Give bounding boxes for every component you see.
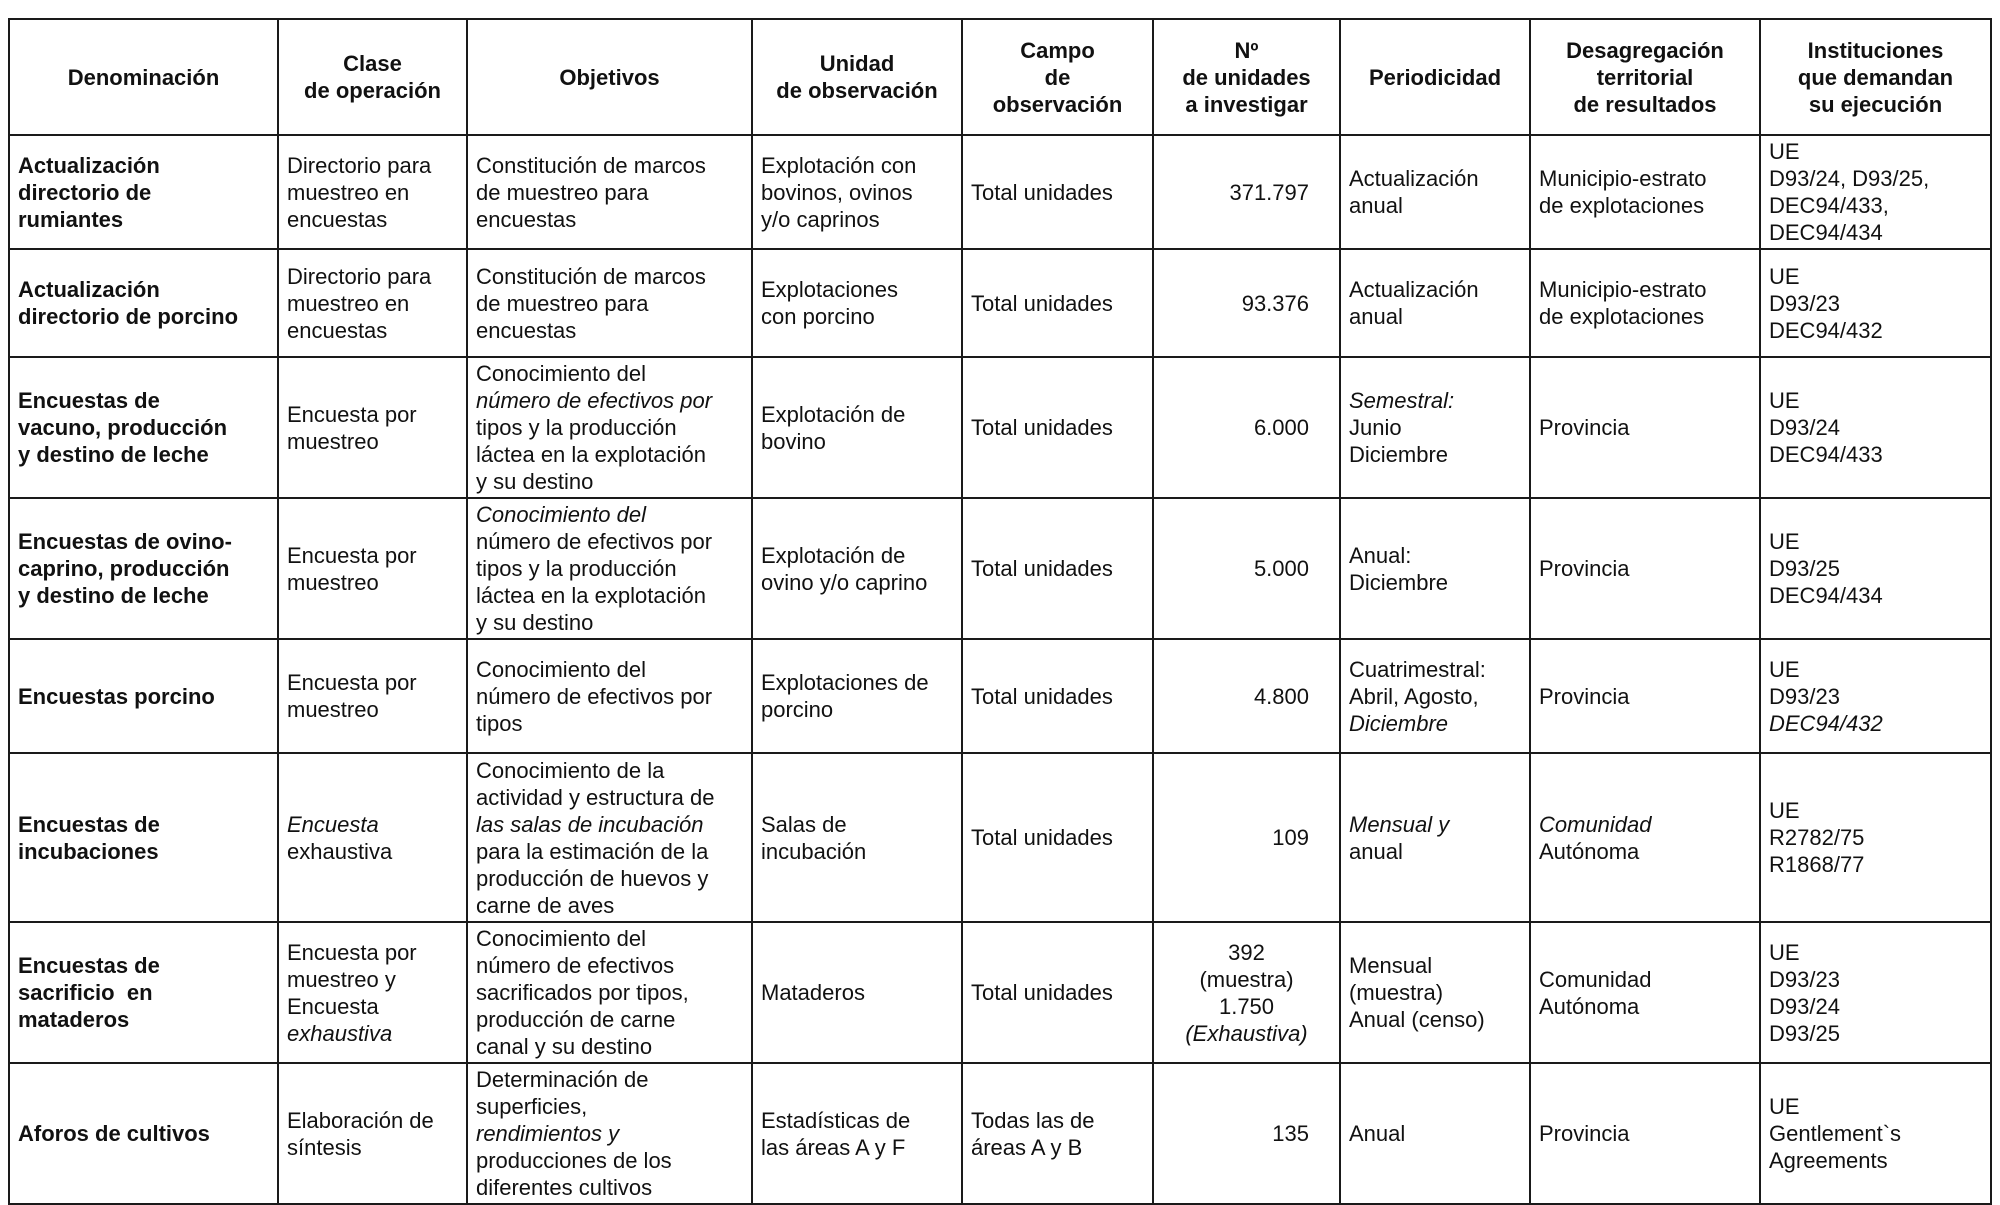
cell-clase: Encuesta por muestreo <box>278 357 467 498</box>
cell-unidad: Explotación de bovino <box>752 357 962 498</box>
header-objetivos: Objetivos <box>467 19 752 135</box>
cell-denominacion: Encuestas de sacrificio en mataderos <box>9 922 278 1063</box>
table-row <box>9 357 1991 498</box>
cell-denominacion: Aforos de cultivos <box>9 1063 278 1204</box>
cell-clase: Encuesta exhaustiva <box>278 753 467 922</box>
cell-denominacion: Encuestas porcino <box>9 639 278 753</box>
header-denominacion: Denominación <box>9 19 278 135</box>
cell-desagregacion: Provincia <box>1530 639 1760 753</box>
table-row <box>9 135 1991 249</box>
cell-periodicidad: Cuatrimestral: Abril, Agosto, Diciembre <box>1340 639 1530 753</box>
cell-unidad: Explotaciones de porcino <box>752 639 962 753</box>
cell-desagregacion: Municipio-estrato de explotaciones <box>1530 135 1760 249</box>
cell-periodicidad: Anual: Diciembre <box>1340 498 1530 639</box>
cell-objetivos: Conocimiento de la actividad y estructura de las salas de incubación para la estimación de la producción de huevos y carne de aves <box>467 753 752 922</box>
cell-objetivos: Conocimiento del número de efectivos por tipos y la producción láctea en la explotación y su destino <box>467 357 752 498</box>
cell-desagregacion: Comunidad Autónoma <box>1530 753 1760 922</box>
table-row <box>9 498 1991 639</box>
cell-desagregacion: Municipio-estrato de explotaciones <box>1530 249 1760 357</box>
cell-denominacion: Encuestas de ovino- caprino, producción y destino de leche <box>9 498 278 639</box>
cell-campo: Total unidades <box>962 639 1153 753</box>
table-row <box>9 639 1991 753</box>
cell-numero: 392 (muestra) 1.750 (Exhaustiva) <box>1153 922 1340 1063</box>
cell-unidad: Mataderos <box>752 922 962 1063</box>
cell-periodicidad: Mensual (muestra) Anual (censo) <box>1340 922 1530 1063</box>
cell-periodicidad: Anual <box>1340 1063 1530 1204</box>
cell-objetivos: Conocimiento del número de efectivos por tipos <box>467 639 752 753</box>
cell-denominacion: Encuestas de vacuno, producción y destino de leche <box>9 357 278 498</box>
cell-unidad: Explotaciones con porcino <box>752 249 962 357</box>
cell-numero: 5.000 <box>1153 498 1340 639</box>
cell-numero: 93.376 <box>1153 249 1340 357</box>
table-row <box>9 249 1991 357</box>
cell-numero: 6.000 <box>1153 357 1340 498</box>
header-clase: Clase de operación <box>278 19 467 135</box>
cell-periodicidad: Actualización anual <box>1340 249 1530 357</box>
cell-numero: 109 <box>1153 753 1340 922</box>
cell-instituciones: UE D93/25 DEC94/434 <box>1760 498 1991 639</box>
cell-desagregacion: Provincia <box>1530 498 1760 639</box>
table-row <box>9 1063 1991 1204</box>
cell-desagregacion: Provincia <box>1530 357 1760 498</box>
cell-objetivos: Determinación de superficies, rendimientos y producciones de los diferentes cultivos <box>467 1063 752 1204</box>
cell-clase: Encuesta por muestreo <box>278 498 467 639</box>
cell-clase: Directorio para muestreo en encuestas <box>278 135 467 249</box>
cell-instituciones: UE Gentlement`s Agreements <box>1760 1063 1991 1204</box>
header-desagregacion: Desagregación territorial de resultados <box>1530 19 1760 135</box>
cell-periodicidad: Mensual y anual <box>1340 753 1530 922</box>
cell-unidad: Estadísticas de las áreas A y F <box>752 1063 962 1204</box>
cell-campo: Total unidades <box>962 753 1153 922</box>
cell-desagregacion: Comunidad Autónoma <box>1530 922 1760 1063</box>
statistical-operations-table <box>8 18 1992 1205</box>
cell-clase: Directorio para muestreo en encuestas <box>278 249 467 357</box>
cell-campo: Todas las de áreas A y B <box>962 1063 1153 1204</box>
header-row <box>9 19 1991 135</box>
cell-unidad: Explotación con bovinos, ovinos y/o caprinos <box>752 135 962 249</box>
cell-periodicidad: Semestral: Junio Diciembre <box>1340 357 1530 498</box>
table-row <box>9 753 1991 922</box>
cell-campo: Total unidades <box>962 922 1153 1063</box>
cell-denominacion: Actualización directorio de rumiantes <box>9 135 278 249</box>
cell-instituciones: UE D93/24 DEC94/433 <box>1760 357 1991 498</box>
cell-unidad: Salas de incubación <box>752 753 962 922</box>
header-unidad: Unidad de observación <box>752 19 962 135</box>
cell-clase: Elaboración de síntesis <box>278 1063 467 1204</box>
statistics-table-page <box>8 18 1998 1205</box>
cell-campo: Total unidades <box>962 357 1153 498</box>
header-campo: Campo de observación <box>962 19 1153 135</box>
cell-unidad: Explotación de ovino y/o caprino <box>752 498 962 639</box>
cell-objetivos: Constitución de marcos de muestreo para encuestas <box>467 249 752 357</box>
cell-instituciones: UE D93/23 D93/24 D93/25 <box>1760 922 1991 1063</box>
cell-numero: 371.797 <box>1153 135 1340 249</box>
cell-clase: Encuesta por muestreo y Encuesta exhaustiva <box>278 922 467 1063</box>
cell-denominacion: Encuestas de incubaciones <box>9 753 278 922</box>
header-instituciones: Instituciones que demandan su ejecución <box>1760 19 1991 135</box>
cell-clase: Encuesta por muestreo <box>278 639 467 753</box>
cell-periodicidad: Actualización anual <box>1340 135 1530 249</box>
cell-instituciones: UE R2782/75 R1868/77 <box>1760 753 1991 922</box>
cell-campo: Total unidades <box>962 135 1153 249</box>
cell-denominacion: Actualización directorio de porcino <box>9 249 278 357</box>
cell-instituciones: UE D93/24, D93/25, DEC94/433, DEC94/434 <box>1760 135 1991 249</box>
cell-objetivos: Conocimiento del número de efectivos por tipos y la producción láctea en la explotación y su destino <box>467 498 752 639</box>
cell-campo: Total unidades <box>962 249 1153 357</box>
cell-objetivos: Conocimiento del número de efectivos sacrificados por tipos, producción de carne canal y su destino <box>467 922 752 1063</box>
cell-instituciones: UE D93/23 DEC94/432 <box>1760 249 1991 357</box>
cell-desagregacion: Provincia <box>1530 1063 1760 1204</box>
cell-numero: 4.800 <box>1153 639 1340 753</box>
cell-numero: 135 <box>1153 1063 1340 1204</box>
header-numero: Nº de unidades a investigar <box>1153 19 1340 135</box>
cell-campo: Total unidades <box>962 498 1153 639</box>
header-periodicidad: Periodicidad <box>1340 19 1530 135</box>
cell-instituciones: UE D93/23 DEC94/432 <box>1760 639 1991 753</box>
cell-objetivos: Constitución de marcos de muestreo para encuestas <box>467 135 752 249</box>
table-row <box>9 922 1991 1063</box>
